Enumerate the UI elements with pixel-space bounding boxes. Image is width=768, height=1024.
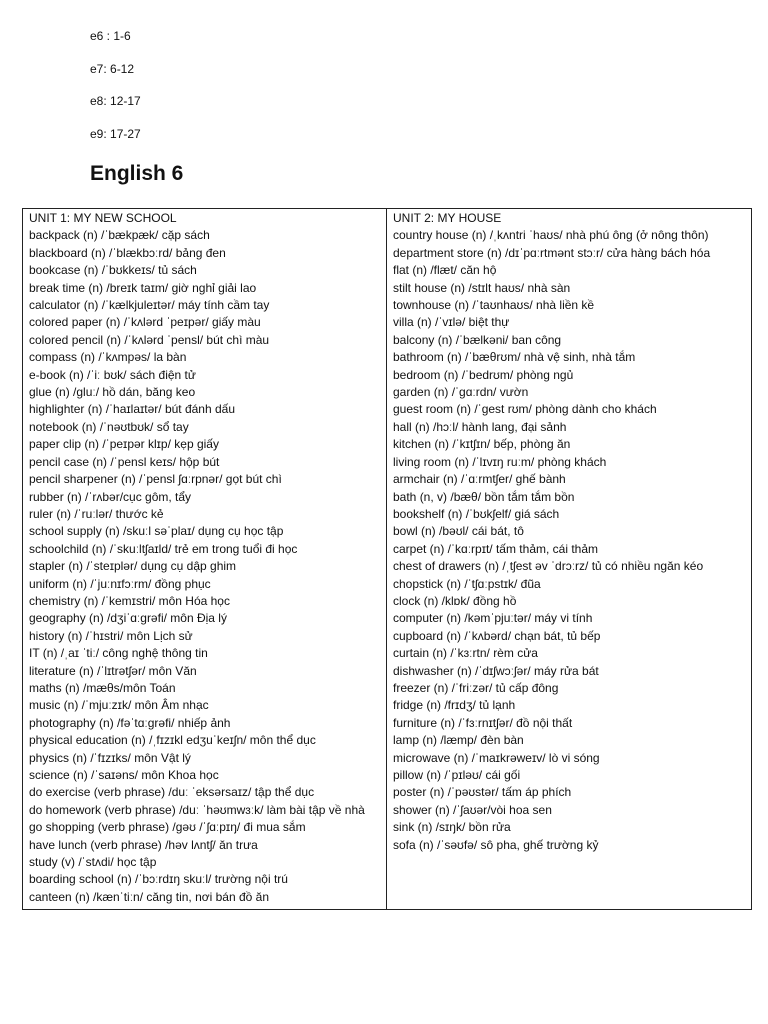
grade-ranges	[90, 29, 141, 159]
vocab-entry: bookcase (n) /ˈbʊkkeɪs/ tủ sách	[29, 263, 197, 278]
vocab-entry: backpack (n) /ˈbækpæk/ cặp sách	[29, 228, 210, 243]
vocab-entry: boarding school (n) /ˈbɔːrdɪŋ skuːl/ trường nội trú	[29, 872, 288, 887]
vocab-entry: colored paper (n) /ˈkʌlərd ˈpeɪpər/ giấy màu	[29, 315, 261, 330]
vocab-entry: colored pencil (n) /ˈkʌlərd ˈpensl/ bút chì màu	[29, 332, 270, 347]
grade-range-line: e7: 6-12	[90, 61, 135, 76]
vocab-entry: physical education (n) /ˌfɪzɪkl edʒuˈkeɪʃn/ môn thể dục	[29, 733, 316, 748]
vocab-entry: bowl (n) /bəʊl/ cái bát, tô	[393, 524, 524, 539]
vocab-entry: highlighter (n) /ˈhaɪlaɪtər/ bút đánh dấu	[29, 402, 236, 417]
unit1-heading: UNIT 1: MY NEW SCHOOL	[29, 211, 177, 225]
vocab-entry: canteen (n) /kænˈtiːn/ căng tin, nơi bán đồ ăn	[29, 889, 270, 904]
vocab-entry: bath (n, v) /bæθ/ bồn tắm tắm bồn	[393, 489, 575, 504]
vocab-entry: bathroom (n) /ˈbæθrʊm/ nhà vệ sinh, nhà tắm	[393, 350, 636, 365]
page-title: English 6	[90, 162, 184, 185]
vocab-entry: music (n) /ˈmjuːzɪk/ môn Âm nhạc	[29, 698, 209, 713]
vocab-entry: physics (n) /ˈfɪzɪks/ môn Vật lý	[29, 750, 191, 765]
vocab-entry: sofa (n) /ˈsəʊfə/ sô pha, ghế trường kỷ	[393, 837, 599, 852]
vocab-entry: blackboard (n) /ˈblækbɔːrd/ bảng đen	[29, 245, 226, 260]
vocab-entry: cupboard (n) /ˈkʌbərd/ chạn bát, tủ bếp	[393, 628, 601, 643]
vocab-entry: living room (n) /ˈlɪvɪŋ ruːm/ phòng khách	[393, 454, 607, 469]
vocab-entry: literature (n) /ˈlɪtrətʃər/ môn Văn	[29, 663, 197, 678]
vocab-entry: study (v) /ˈstʌdi/ học tập	[29, 855, 157, 870]
vocab-entry: furniture (n) /ˈfɜːrnɪtʃər/ đồ nội thất	[393, 715, 573, 730]
vocab-entry: rubber (n) /ˈrʌbər/cục gôm, tẩy	[29, 489, 192, 504]
vocab-entry: hall (n) /hɔːl/ hành lang, đại sảnh	[393, 419, 567, 434]
vocab-entry: ruler (n) /ˈruːlər/ thước kẻ	[29, 506, 164, 521]
vocab-entry: chest of drawers (n) /ˌtʃest əv ˈdrɔːrz/ tủ có nhiều ngăn kéo	[393, 559, 704, 574]
unit2-heading: UNIT 2: MY HOUSE	[393, 211, 502, 225]
vocab-entry: chopstick (n) /ˈtʃɑːpstɪk/ đũa	[393, 576, 541, 591]
vocab-entry: do homework (verb phrase) /duː ˈhəʊmwɜːk/ làm bài tập về nhà	[29, 802, 365, 817]
vocab-entry: compass (n) /ˈkʌmpəs/ la bàn	[29, 350, 187, 365]
vocab-entry: chemistry (n) /ˈkemɪstri/ môn Hóa học	[29, 593, 230, 608]
vocab-entry: curtain (n) /ˈkɜːrtn/ rèm cửa	[393, 646, 538, 661]
vocab-entry: school supply (n) /skuːl səˈplaɪ/ dụng cụ học tập	[29, 524, 284, 539]
vocab-entry: e-book (n) /ˈiː bʊk/ sách điện tử	[29, 367, 196, 382]
vocab-entry: carpet (n) /ˈkɑːrpɪt/ tấm thảm, cái thảm	[393, 541, 599, 556]
vocab-entry: department store (n) /dɪˈpɑːrtmənt stɔːr/ cửa hàng bách hóa	[393, 245, 711, 260]
vocab-entry: garden (n) /ˈɡɑːrdn/ vườn	[393, 385, 529, 400]
vocab-entry: pencil sharpener (n) /ˈpensl ʃɑːrpnər/ gọt bút chì	[29, 472, 282, 487]
vocab-entry: uniform (n) /ˈjuːnɪfɔːrm/ đồng phục	[29, 576, 211, 591]
unit1-entry-list	[29, 227, 382, 906]
vocab-entry: calculator (n) /ˈkælkjuleɪtər/ máy tính cầm tay	[29, 298, 270, 313]
vocab-entry: glue (n) /gluː/ hồ dán, băng keo	[29, 385, 196, 400]
vocab-entry: stilt house (n) /stɪlt haʊs/ nhà sàn	[393, 280, 571, 295]
vocab-entry: go shopping (verb phrase) /ɡəʊ /ˈʃɑːpɪŋ/ đi mua sắm	[29, 820, 306, 835]
vocab-entry: photography (n) /fəˈtɑːɡrəfi/ nhiếp ảnh	[29, 715, 231, 730]
unit1-column	[23, 209, 387, 910]
unit2-column	[387, 209, 752, 910]
vocab-entry: science (n) /ˈsaɪəns/ môn Khoa học	[29, 768, 219, 782]
vocabulary-table	[22, 208, 752, 910]
vocab-entry: notebook (n) /ˈnəʊtbʊk/ sổ tay	[29, 419, 189, 434]
grade-range-line: e6 : 1-6	[90, 29, 131, 43]
vocab-entry: poster (n) /ˈpəʊstər/ tấm áp phích	[393, 785, 572, 800]
vocab-entry: bookshelf (n) /ˈbʊkʃelf/ giá sách	[393, 506, 560, 521]
vocab-entry: history (n) /ˈhɪstri/ môn Lịch sử	[29, 628, 193, 643]
vocab-entry: flat (n) /flæt/ căn hộ	[393, 263, 497, 278]
vocab-entry: break time (n) /breɪk taɪm/ giờ nghỉ giải lao	[29, 280, 257, 295]
vocab-entry: geography (n) /dʒiˈɑːɡrəfi/ môn Địa lý	[29, 611, 227, 626]
vocab-entry: paper clip (n) /ˈpeɪpər klɪp/ kẹp giấy	[29, 437, 219, 452]
vocab-entry: pencil case (n) /ˈpensl keɪs/ hộp bút	[29, 454, 220, 469]
grade-range-line: e8: 12-17	[90, 94, 141, 108]
vocab-entry: computer (n) /kəmˈpjuːtər/ máy vi tính	[393, 611, 593, 626]
vocab-entry: have lunch (verb phrase) /həv lʌntʃ/ ăn trưa	[29, 837, 258, 852]
vocab-entry: shower (n) /ˈʃaʊər/vòi hoa sen	[393, 802, 552, 817]
vocab-entry: pillow (n) /ˈpɪləʊ/ cái gối	[393, 768, 521, 782]
vocab-entry: armchair (n) /ˈɑːrmtʃer/ ghế bành	[393, 472, 566, 487]
vocab-entry: microwave (n) /ˈmaɪkrəweɪv/ lò vi sóng	[393, 750, 600, 765]
vocab-entry: schoolchild (n) /ˈskuːltʃaɪld/ trẻ em trong tuổi đi học	[29, 541, 298, 556]
vocab-entry: stapler (n) /ˈsteɪplər/ dụng cụ dập ghim	[29, 559, 237, 574]
vocab-entry: maths (n) /mæθs/môn Toán	[29, 680, 176, 695]
vocab-entry: dishwasher (n) /ˈdɪʃwɔːʃər/ máy rửa bát	[393, 663, 599, 678]
vocab-entry: do exercise (verb phrase) /duː ˈeksərsaɪz/ tập thể dục	[29, 785, 315, 800]
vocab-entry: sink (n) /sɪŋk/ bồn rửa	[393, 820, 511, 835]
vocab-entry: fridge (n) /frɪdʒ/ tủ lạnh	[393, 698, 516, 713]
vocab-entry: clock (n) /klɒk/ đồng hồ	[393, 593, 517, 608]
vocab-entry: lamp (n) /læmp/ đèn bàn	[393, 733, 524, 748]
vocab-entry: guest room (n) /ˈɡest rʊm/ phòng dành cho khách	[393, 402, 657, 417]
grade-range-line: e9: 17-27	[90, 126, 141, 141]
vocab-entry: bedroom (n) /ˈbedrʊm/ phòng ngủ	[393, 367, 574, 382]
unit2-entry-list	[393, 227, 747, 854]
vocab-entry: balcony (n) /ˈbælkəni/ ban công	[393, 332, 562, 347]
vocab-entry: freezer (n) /ˈfriːzər/ tủ cấp đông	[393, 680, 559, 695]
vocab-entry: villa (n) /ˈvɪlə/ biệt thự	[393, 315, 510, 330]
vocab-entry: IT (n) /ˌaɪ ˈtiː/ công nghệ thông tin	[29, 646, 208, 661]
vocab-entry: country house (n) /ˌkʌntri ˈhaʊs/ nhà phú ông (ở nông thôn)	[393, 228, 709, 243]
vocab-entry: townhouse (n) /ˈtaʊnhaʊs/ nhà liền kề	[393, 298, 595, 313]
vocab-entry: kitchen (n) /ˈkɪtʃɪn/ bếp, phòng ăn	[393, 437, 571, 452]
